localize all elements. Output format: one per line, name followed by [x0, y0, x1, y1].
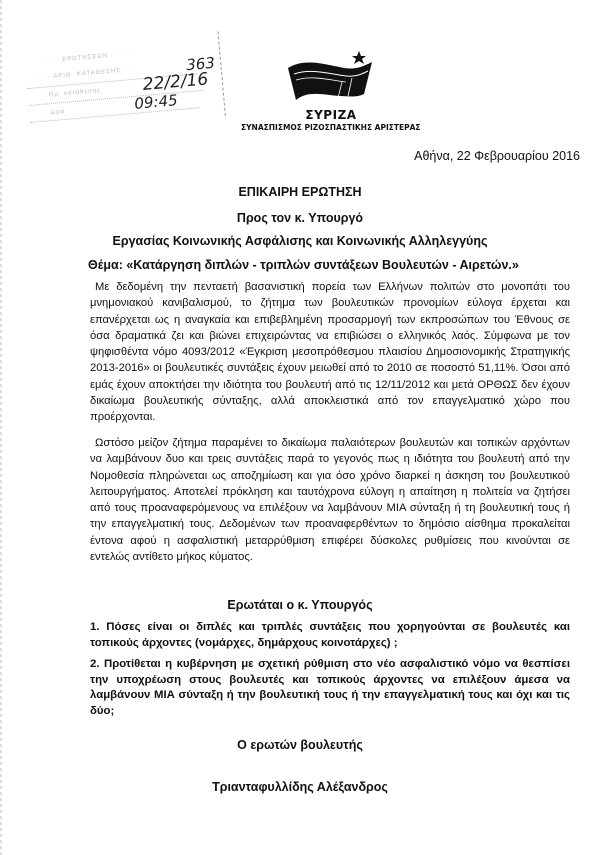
protocol-stamp: [14, 31, 226, 144]
stamp-faint-text: · Ημ. κατάθεσης: [43, 87, 102, 99]
body-paragraph-1: Με δεδομένη την πενταετή βασανιστική πορεία των Ελλήνων πολιτών στο μονοπάτι του μνημονιακού κανιβαλισμού, το ζήτημα των βουλευτικών προνομίων εύλογα έρχεται και επανέρχεται ως η αναγκαία και επιβεβλημένη προσαρμογή των εκπροσώπων του Έθνους σε όσα δραματικά ζει και βιώνει επιχειρώντας να επιβιώσει ο ελληνικός λαός. Σύμφωνα με τον ψηφισθέντα νόμο 4093/2012 «Έγκριση μεσοπρόθεσμου πλαισίου Δημοσιονομικής Στρατηγικής 2013-2016» οι βουλευτικές συντάξεις έχουν μειωθεί από το 2010 σε ποσοστό 51,11%. Όσοι από εμάς έχουν αποκτήσει την ιδιότητα του βουλευτή από τις 12/11/2012 και μετά ΟΡΘΩΣ δεν έχουν δικαίωμα βουλευτικής σύνταξης, αλλά αποκλειστικά από τον επαγγελματικό χώρο που προέρχονται.: [90, 281, 570, 424]
date-line: Αθήνα, 22 Φεβρουαρίου 2016: [414, 149, 580, 163]
signature-name: Τριανταφυλλίδης Αλέξανδρος: [212, 780, 388, 794]
question-1: 1. Πόσες είναι οι διπλές και τριπλές συντάξεις που χορηγούνται σε βουλευτές και τοπικούς άρχοντες (νομάρχες, δημάρχους κοινοτάρχες) ;: [90, 621, 570, 649]
stamp-time: 09:45: [133, 91, 179, 113]
stamp-date: 22/2/16: [141, 69, 210, 96]
ministry: Εργασίας Κοινωνικής Ασφάλισης και Κοινωνικής Αλληλεγγύης: [112, 234, 488, 248]
party-name: ΣΥΡΙΖΑ: [305, 108, 357, 122]
scan-edge: [0, 0, 2, 855]
document-type: ΕΠΙΚΑΙΡΗ ΕΡΩΤΗΣΗ: [238, 185, 362, 199]
subject-line: Θέμα: «Κατάργηση διπλών - τριπλών συντάξεων Βουλευτών - Αιρετών.»: [88, 258, 519, 272]
protocol-number: 363: [185, 53, 216, 75]
flag-star-icon: [284, 50, 384, 105]
syriza-logo: [241, 50, 426, 145]
stamp-border: [216, 31, 225, 116]
stamp-faint-text: · · · ΕΡΩΤΗΣΕΩΝ · · · · ·: [45, 50, 137, 65]
signature-role: Ο ερωτών βουλευτής: [237, 738, 363, 752]
questions-heading: Ερωτάται ο κ. Υπουργός: [227, 598, 373, 612]
stamp-faint-text: · ώρα: [44, 108, 66, 117]
party-full-name: ΣΥΝΑΣΠΙΣΜΟΣ ΡΙΖΟΣΠΑΣΤΙΚΗΣ ΑΡΙΣΤΕΡΑΣ: [241, 123, 421, 132]
question-2: 2. Προτίθεται η κυβέρνηση με σχετική ρύθμιση στο νέο ασφαλιστικό νόμο να θεσπίσει την υποχρέωση στους βουλευτές και τοπικούς άρχοντες να επιλέξουν άμεσα να λαμβάνουν ΜΙΑ σύνταξη ή την βουλευτική τους ή την επαγγελματική τους και όχι και τις δύο;: [90, 658, 570, 717]
stamp-faint-text: · · · ΑΡΙΘ. ΚΑΤΑΘΕΣΗΣ · · ·: [36, 66, 139, 82]
body-paragraph-2: Ωστόσο μείζον ζήτημα παραμένει το δικαίωμα παλαιότερων βουλευτών και τοπικών αρχόντων να λαμβάνουν δυο και τρεις συντάξεις παρά το γεγονός πως η ιδιότητα του βουλευτή από την Νομοθεσία πληρώνεται ως αποζημίωση και για όσο χρόνο διαρκεί η άσκηση του βουλευτικού λειτουργήματος. Αποτελεί πρόκληση και ταυτόχρονα εύλογη η απαίτηση η πολιτεία να ζητήσει από τους προαναφερόμενους να επιλέξουν να λαμβάνουν ΜΙΑ σύνταξη ή τη βουλευτική τους ή την επαγγελματική τους. Δεδομένων των προαναφερθέντων το δημόσιο αίσθημα προκαλείται έντονα αφού η ασφαλιστική μεταρρύθμιση επιφέρει δύσκολες ρυθμίσεις που κινούνται σε εντελώς αντίθετο μήκος κύματος.: [90, 437, 570, 564]
addressee: Προς τον κ. Υπουργό: [236, 211, 364, 225]
